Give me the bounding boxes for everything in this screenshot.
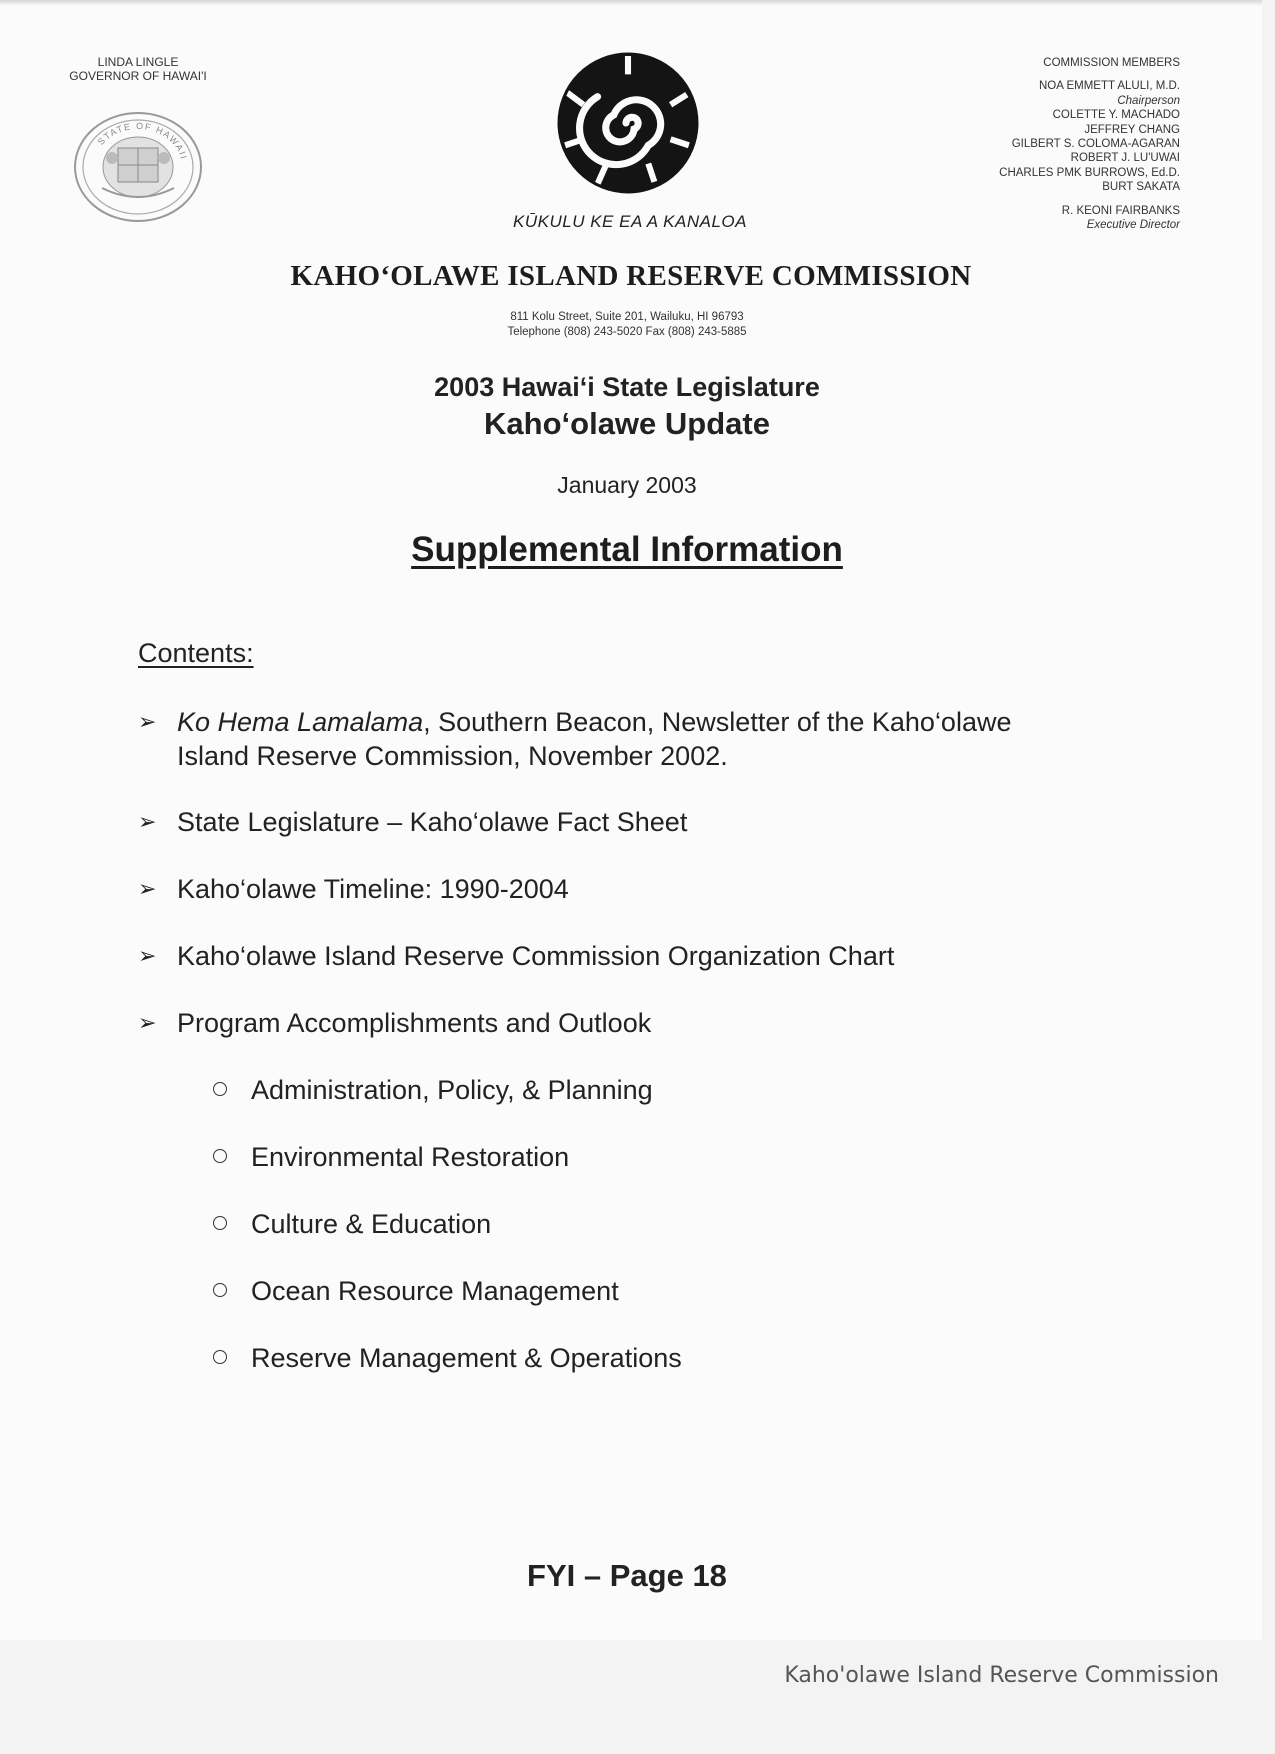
member-name: ROBERT J. LU'UWAI xyxy=(1070,152,1180,165)
legislature-title: 2003 Hawai‘i State Legislature xyxy=(434,372,820,402)
member-role: Chairperson xyxy=(1117,94,1180,107)
item-text: Kaho‘olawe Island Reserve Commission Organization Chart xyxy=(177,941,895,971)
item-text-line2: Island Reserve Commission, November 2002. xyxy=(177,741,728,771)
member-name: NOA EMMETT ALULI, M.D. xyxy=(1038,80,1180,93)
member-name: GILBERT S. COLOMA-AGARAN xyxy=(1011,138,1180,151)
address-block xyxy=(0,310,1254,340)
circle-bullet-icon xyxy=(213,1283,227,1297)
update-title: Kaho‘olawe Update xyxy=(484,406,770,441)
scan-edge xyxy=(0,0,1262,6)
arrow-bullet-icon: ➢ xyxy=(138,876,157,901)
subitem-text: Ocean Resource Management xyxy=(251,1276,619,1306)
document-date: January 2003 xyxy=(557,472,697,498)
address-street: 811 Kolu Street, Suite 201, Wailuku, HI 96793 xyxy=(510,311,744,323)
governor-title: GOVERNOR OF HAWAI'I xyxy=(69,69,207,83)
contents-heading: Contents: xyxy=(138,638,254,668)
members-heading: COMMISSION MEMBERS xyxy=(1043,57,1180,69)
subitem-text: Administration, Policy, & Planning xyxy=(251,1075,653,1105)
governor-name: LINDA LINGLE xyxy=(97,55,179,69)
item-text: State Legislature – Kaho‘olawe Fact Sheet xyxy=(177,807,688,837)
commission-members xyxy=(920,56,1180,232)
subitem-text: Culture & Education xyxy=(251,1209,492,1239)
arrow-bullet-icon: ➢ xyxy=(138,943,157,968)
subitem-text: Environmental Restoration xyxy=(251,1142,570,1172)
circle-bullet-icon xyxy=(213,1149,227,1163)
item-text: Program Accomplishments and Outlook xyxy=(177,1008,652,1038)
motto: KŪKULU KE EA A KANALOA xyxy=(513,212,747,231)
arrow-bullet-icon: ➢ xyxy=(138,809,157,834)
supplemental-title xyxy=(0,530,1254,570)
newsletter-title: Ko Hema Lamalama xyxy=(177,707,424,737)
state-seal-icon xyxy=(72,110,204,225)
member-name: BURT SAKATA xyxy=(1102,181,1180,194)
governor-block xyxy=(58,55,218,83)
seal-text: STATE OF HAWAII xyxy=(95,120,190,162)
director-name: R. KEONI FAIRBANKS xyxy=(1061,204,1180,217)
subitem-text: Reserve Management & Operations xyxy=(251,1343,682,1373)
source-credit: Kaho'olawe Island Reserve Commission xyxy=(784,1663,1219,1688)
item-text: Kaho‘olawe Timeline: 1990-2004 xyxy=(177,874,569,904)
supplemental-title-text: Supplemental Information xyxy=(411,530,843,569)
director-role: Executive Director xyxy=(1086,219,1180,232)
organization-name: KAHO‘OLAWE ISLAND RESERVE COMMISSION xyxy=(290,260,972,292)
member-name: JEFFREY CHANG xyxy=(1084,123,1180,136)
member-name: CHARLES PMK BURROWS, Ed.D. xyxy=(999,166,1180,179)
page-footer: FYI – Page 18 xyxy=(527,1558,727,1593)
arrow-bullet-icon: ➢ xyxy=(138,1010,157,1035)
commission-logo-icon xyxy=(557,52,699,194)
member-name: COLETTE Y. MACHADO xyxy=(1052,109,1180,122)
circle-bullet-icon xyxy=(213,1082,227,1096)
arrow-bullet-icon: ➢ xyxy=(138,709,157,734)
circle-bullet-icon xyxy=(213,1216,227,1230)
item-text: , Southern Beacon, Newsletter of the Kaho‘olawe xyxy=(423,707,1012,737)
address-phone: Telephone (808) 243-5020 Fax (808) 243-5885 xyxy=(507,326,747,338)
circle-bullet-icon xyxy=(213,1350,227,1364)
